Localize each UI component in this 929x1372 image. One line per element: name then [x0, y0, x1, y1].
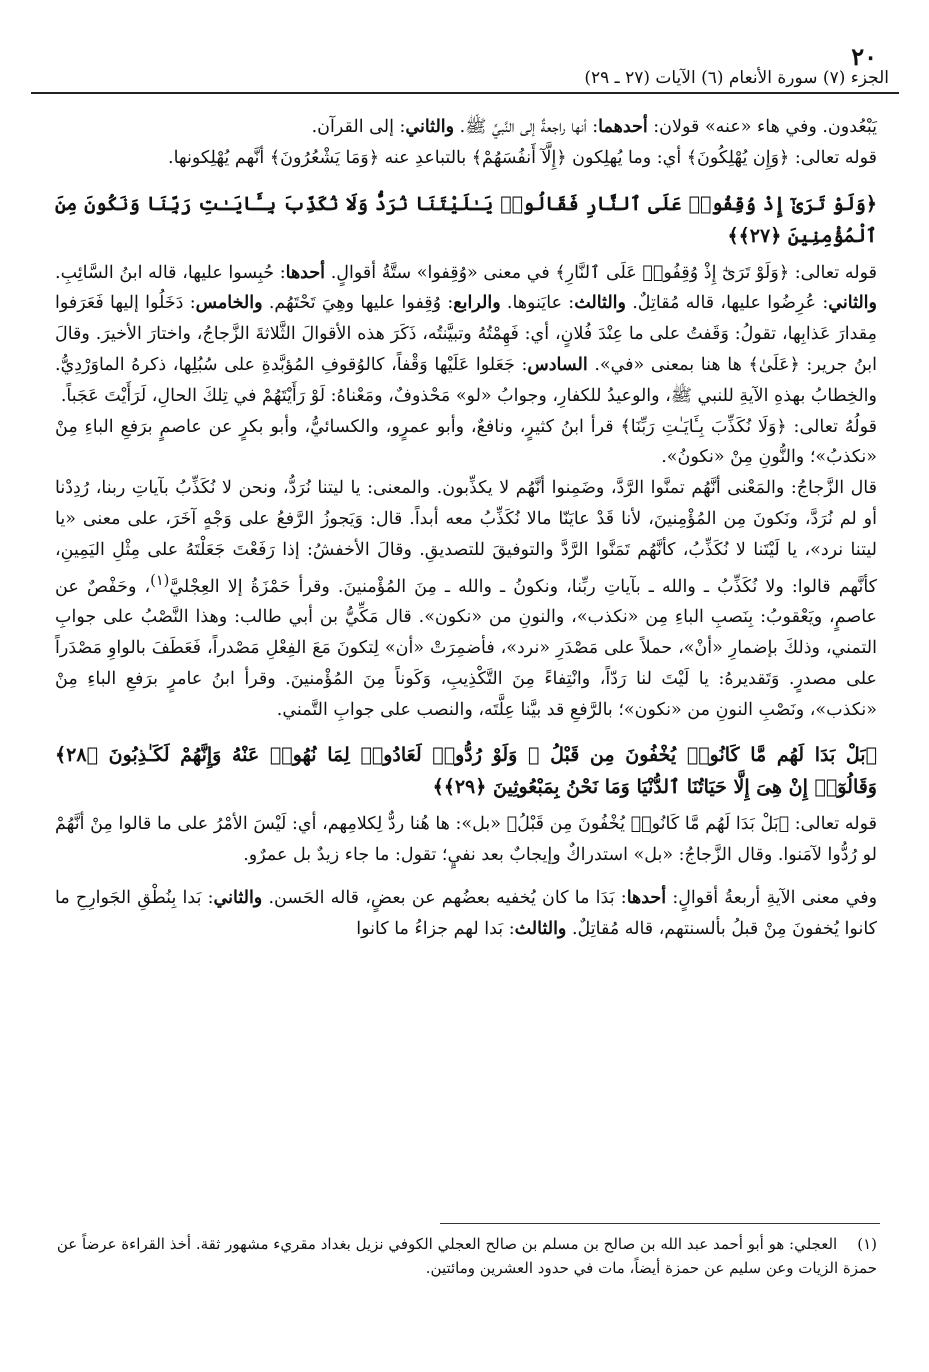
paragraph: قال الزَّجاجُ: والمَعْنى أنَّهُم تمنَّوا الرَّدَّ، وضَمِنوا أنَّهُم لا يكذِّبون. والمعنى: يا ليتنا نُرَدُّ، ونحن لا نُكَذِّبُ بآياتِ ربنا، رُدِدْنا أو لم نُرَدَّ، ونَكونَ مِن المُؤْمِنينَ، لأنا قَدْ عايَنّا مالا نُكَذِّبُ معه أبداً. قال: وَيَجوزُ الرَّفعُ على وَجْهٍ آخَرَ، على معنى «يا ليتنا نرد»، يا لَيْتَنا لا نُكَذِّبُ، كأنَّهُم تَمَنَّوا الرَّدَّ والتوفيقَ للتصديقِ. وقالَ الأخفشُ: إذا رَفَعْتَ جَعَلْتَهُ على مِثْلِ اليَمِينِ، كأنَّهم قالوا: ولا نُكَذِّبُ ـ والله ـ بآياتِ ربِّنا، ونكونُ ـ والله ـ مِنَ المُؤْمنينَ. وقرأ حَمْزَةُ إلا العِجْليَّ$^{(١)}$، وحَفْصٌ عن عاصمٍ، ويَعْقوبُ: بِنَصبِ الباءِ مِن «نكذب»، والنونِ من «نكون». قال مَكِّيُّ بن أبي طالب: وهذا النَّصْبُ على جوابِ التمني، وذلكَ بإضمارِ «أنْ»، حملاً على مَصْدَرِ «نرد»، فأضمِرَتْ «أن» لِتكونَ مَعَ الفِعْلِ مَصْدراً، فَعَطَفَ بالواوِ مَصْدَراً على مصدرٍ. وَتَقديرهُ: يا لَيْتَ لنا رَدّاً، وانْتِفاءً مِنَ التَّكْذِيبِ، وَكَوناً مِنَ المُؤْمنينَ. وقرأ ابنُ عامرٍ برَفعِ الباءِ مِنْ «نكذب»، ونَصْبِ النونِ من «نكون»؛ بالرَّفعِ قد بيَّنا عِلَّتَه، والنصب على جوابِ التَّمني. — [55, 478, 877, 720]
running-head: الجزء (٧) سورة الأنعام (٦) الآيات (٢٧ ـ ٢٩) — [584, 68, 889, 88]
quran-verse: ﴿بَلْ بَدَا لَهُم مَّا كَانُوا۟ يُخْفُونَ مِن قَبْلُ ۖ وَلَوْ رُدُّوا۟ لَعَادُوا۟ لِمَا نُهُوا۟ عَنْهُ وَإِنَّهُمْ لَكَـٰذِبُونَ ﴿٢٨﴾ وَقَالُوٓا۟ إِنْ هِىَ إِلَّا حَيَاتُنَا ٱلدُّنْيَا وَمَا نَحْنُ بِمَبْعُوثِينَ ﴿٢٩﴾﴾ — [55, 744, 877, 799]
spacer — [55, 871, 877, 883]
paragraph: قولُهُ تعالى: ﴿وَلَا نُكَذِّبَ بِـَٔايَـٰتِ رَبِّنَا﴾ قرأ ابنُ كثيرٍ، ونافعٌ، وأبو عمرٍو، والكسائيُّ، وأبو بكرٍ عن عاصمٍ برَفعِ الباءِ مِنْ «نكذبُ»؛ والنُّونِ مِنْ «نكونُ». — [55, 416, 877, 468]
paragraph: قوله تعالى: ﴿بَلْ بَدَا لَهُم مَّا كَانُوا۟ يُخْفُونَ مِن قَبْلُ﴾ «بل»: ها هُنا ردٌّ لِكلامِهم، أي: لَيْسَ الأمْرُ على ما قالوا مِنْ أنَّهُمْ لو رُدُّوا لآمَنوا. وقال الزَّجاجُ: «بل» استدراكٌ وإيجابٌ بعد نفيٍ؛ تقول: ما جاء زيدٌ بل عمرٌو. — [55, 814, 877, 866]
footnote-rule — [440, 1223, 880, 1224]
footnote-ref[interactable]: (١) — [150, 571, 170, 589]
page-number: ٢٠ — [851, 42, 877, 71]
footnote — [55, 1232, 877, 1280]
main-text — [55, 112, 877, 945]
paragraph: وفي معنى الآيةِ أربعةُ أقوالٍ: أحدها: بَدَا ما كان يُخفيه بعضُهم عن بعضٍ، قاله الحَسن. والثاني: بَدا بِنُطْقِ الجَوارِحِ ما كانوا يُخفونَ مِنْ قبلُ بألسنتهم، قاله مُقاتِلٌ. والثالث: بَدا لهم جزاءُ ما كانوا — [55, 887, 878, 939]
header-rule — [31, 92, 899, 94]
paragraph: قوله تعالى: ﴿وَإِن يُهْلِكُونَ﴾ أي: وما يُهلِكون ﴿إِلَّآ أَنفُسَهُمْ﴾ بالتباعدِ عنه ﴿وَمَا يَشْعُرُونَ﴾ أنَّهم يُهْلِكونها. — [168, 147, 877, 168]
quran-verse: ﴿وَلَوْ تَرَىٰٓ إِذْ وُقِفُوا۟ عَلَى ٱلنَّارِ فَقَالُوا۟ يَـٰلَيْتَنَا نُرَدُّ وَلَا نُكَذِّبَ بِـَٔايَـٰتِ رَبِّنَا وَنَكُونَ مِنَ ٱلْمُؤْمِنِينَ ﴿٢٧﴾﴾ — [55, 192, 877, 247]
footnote-number: (١) — [857, 1235, 877, 1253]
paragraph: يَبْعُدون. وفي هاء «عنه» قولان: أحدهما: أنها راجعةٌ إلى النَّبيِّ ﷺ. والثاني: إلى القرآن. — [311, 117, 877, 137]
paragraph: قوله تعالى: ﴿وَلَوْ تَرَىٰٓ إِذْ وُقِفُوا۟ عَلَى ٱلنَّارِ﴾ في معنى «وُقِفوا» ستَّةُ أقوالٍ. أحدها: حُبِسوا عليها، قاله ابنُ السَّائِبِ. والثاني: عُرِضُوا عليها، قاله مُقاتِلٌ. والثالث: عايَنوها. والرابع: وُقِفوا عليها وهِيَ تَحْتَهُم. والخامس: دَخَلُوا إليها فَعَرَفوا مِقدارَ عَذابِها، تقولُ: وَقَفتُ على ما عِنْدَ فُلانٍ، أي: فَهِمْتُهُ وتبيَّنتُه، ذَكَرَ هذه الأقوالَ الثَّلاثةَ الزَّجاجُ، واختارَ الأخيرَ. وقالَ ابنُ جرير: ﴿عَلَىٰ﴾ ها هنا بمعنى «في». السادس: جَعَلوا عَلَيْها وَقْفاً، كالوُقوفِ المُؤبَّدةِ على سُبُلِها، ذكرهُ الماوَرْدِيُّ. والخِطابُ بهذهِ الآيةِ للنبي ﷺ، والوعيدُ للكفارِ، وجوابُ «لو» مَحْذوفٌ، ومَعْناهُ: لَوْ رَأَيْتَهُمْ في تِلكَ الحالِ، لَرَأَيْتَ عَجَباً. — [55, 262, 877, 406]
footnote-text: العجلي: هو أبو أحمد عبد الله بن صالح بن مسلم بن صالح العجلي الكوفي نزيل بغداد مقريء مشهور ثقة. أخذ القراءة عرضاً عن حمزة الزيات وعن سليم عن حمزة أيضاً، مات في حدود العشرين ومائتين. — [56, 1235, 877, 1277]
